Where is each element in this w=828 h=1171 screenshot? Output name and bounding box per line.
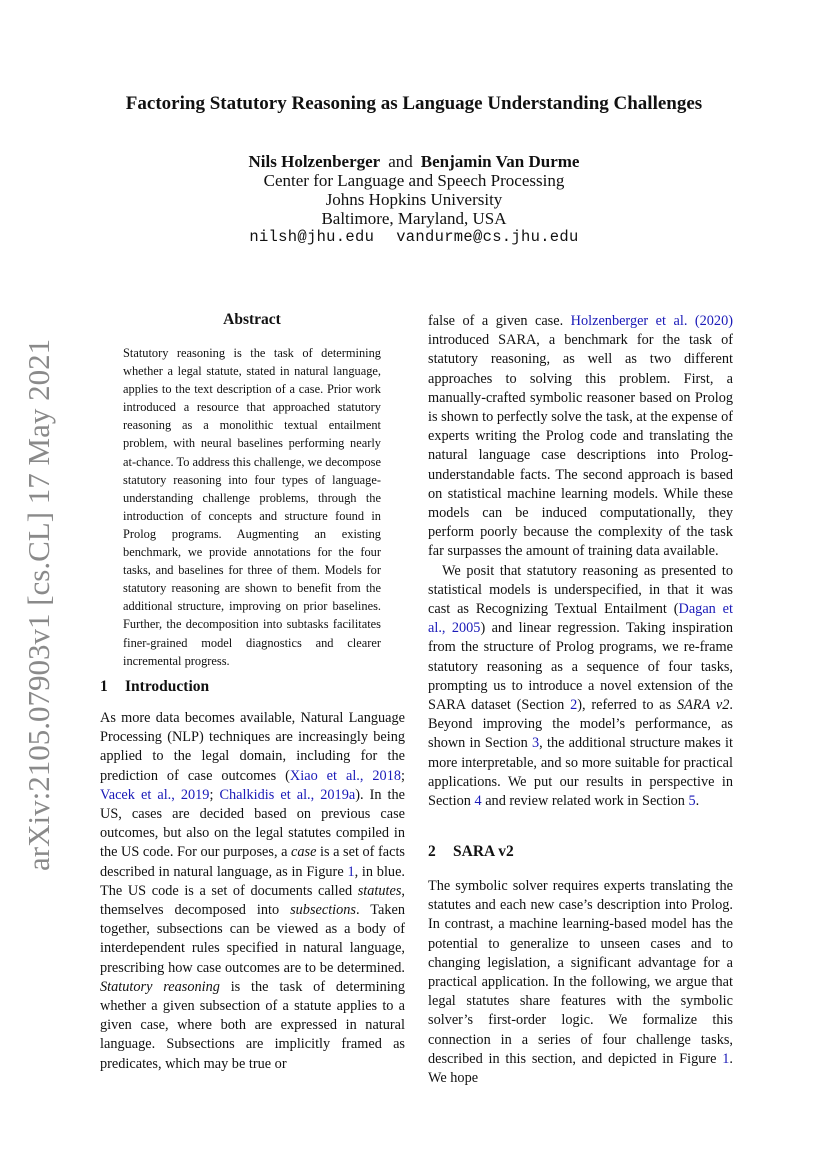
right-column-body [428,312,733,811]
citation-link[interactable]: Vacek et al., 2019 [100,786,210,803]
paragraph: The symbolic solver requires experts translating the statutes and each new case’s description into Prolog. In contrast, a machine learning-based model has the potential to generalize to unseen cases and to changing legislation, a significant advantage for a practical application. In the following, we argue that legal statutes share features with the symbolic solver’s first-order logic. We formalize this connection in a series of four challenge tasks, described in this section, and depicted in Figure 1. We hope [428,878,733,1087]
author-name: Nils Holzenberger [248,152,381,171]
citation-link[interactable]: Holzenberger et al. (2020) [570,313,733,329]
citation-link[interactable]: Dagan et al., 2005 [428,601,733,637]
affiliation: Johns Hopkins University [325,190,503,209]
section-title: Introduction [125,678,210,695]
section-title: SARA v2 [453,843,514,860]
author-name: Benjamin Van Durme [420,152,580,171]
section-link[interactable]: 5 [688,793,696,810]
affiliation: Baltimore, Maryland, USA [321,209,507,228]
paper-title: Factoring Statutory Reasoning as Language Understanding Challenges [125,93,703,114]
section-number: 1 [100,678,108,695]
citation-link[interactable]: Chalkidis et al., 2019a [219,786,356,803]
author-names [0,152,828,171]
section-link[interactable]: 3 [532,735,540,752]
paragraph: As more data becomes available, Natural Language Processing (NLP) techniques are increasingly being applied to the legal domain, including for the prediction of case outcomes (Xiao et al., 2018; Vacek et al., 2019; Chalkidis et al., 2019a). In the US, cases are decided based on previous case outcomes, but also on the legal statutes compiled in the US code. For our purposes, a case is a set of facts described in natural language, as in Figure 1, in blue. The US code is a set of documents called statutes, themselves decomposed into subsections. Taken together, subsections can be viewed as a body of interdependent rules specified in natural language, prescribing how case outcomes are to be determined. Statutory reasoning is the task of determining whether a given subsection of a statute applies to a given case, where both are expressed in natural language. Subsections are implicitly framed as predicates, which may be true or [100,710,406,1072]
email: vandurme@cs.jhu.edu [396,228,579,246]
arxiv-stamp-text: arXiv:2105.07903v1 [cs.CL] 17 May 2021 [21,338,56,871]
affiliation: Center for Language and Speech Processing [263,171,565,190]
citation-link[interactable]: Xiao et al., 2018 [289,767,402,784]
abstract-text: Statutory reasoning is the task of determining whether a legal statute, stated in natural language, applies to the text description of a case. Prior work introduced a resource that approached statutory reasoning as a monolithic textual entailment problem, with neural baselines performing nearly at-chance. To address this challenge, we decompose statutory reasoning into four types of language-understanding challenge problems, through the introduction of concepts and structure found in Prolog programs. Augmenting an existing benchmark, we provide annotations for the four tasks, and baselines for three of them. Models for statutory reasoning are shown to benefit from the additional structure, improving on prior baselines. Further, the decomposition into subtasks facilitates finer-grained model diagnostics and clearer incremental progress. [123,346,381,668]
author-block [0,152,828,247]
abstract-heading: Abstract [223,311,281,328]
email: nilsh@jhu.edu [249,228,375,246]
section-number: 2 [428,843,436,860]
right-column-body-section2 [428,877,733,1088]
figure-link[interactable]: 1 [347,863,355,880]
left-column-body [100,709,405,1074]
author-conjunction: and [388,152,413,171]
section-link[interactable]: 4 [474,793,482,810]
section-heading [428,843,514,861]
figure-link[interactable]: 1 [722,1050,730,1067]
section-heading [100,678,209,696]
paragraph: We posit that statutory reasoning as presented to statistical models is underspecified, in that it was cast as Recognizing Textual Entailment (Dagan et al., 2005) and linear regression. Taking inspiration from the structure of Prolog programs, we re-frame statutory reasoning as a sequence of four tasks, prompting us to introduce a novel extension of the SARA dataset (Section 2), referred to as SARA v2. Beyond improving the model’s performance, as shown in Section 3, the additional structure makes it more interpretable, and so more suitable for practical applications. We put our results in perspective in Section 4 and review related work in Section 5. [428,562,733,810]
paragraph: false of a given case. Holzenberger et al. (2020) introduced SARA, a benchmark for the task of statutory reasoning, as well as two different approaches to solving this problem. First, a manually-crafted symbolic reasoner based on Prolog is shown to perfectly solve the task, at the expense of experts writing the Prolog code and translating the natural language case descriptions into Prolog-understandable facts. The second approach is based on statistical machine learning models. While these models can be induced computationally, they perform poorly because the complexity of the task far surpasses the amount of training data available. [428,313,733,560]
author-emails [0,228,828,247]
section-link[interactable]: 2 [570,697,578,714]
